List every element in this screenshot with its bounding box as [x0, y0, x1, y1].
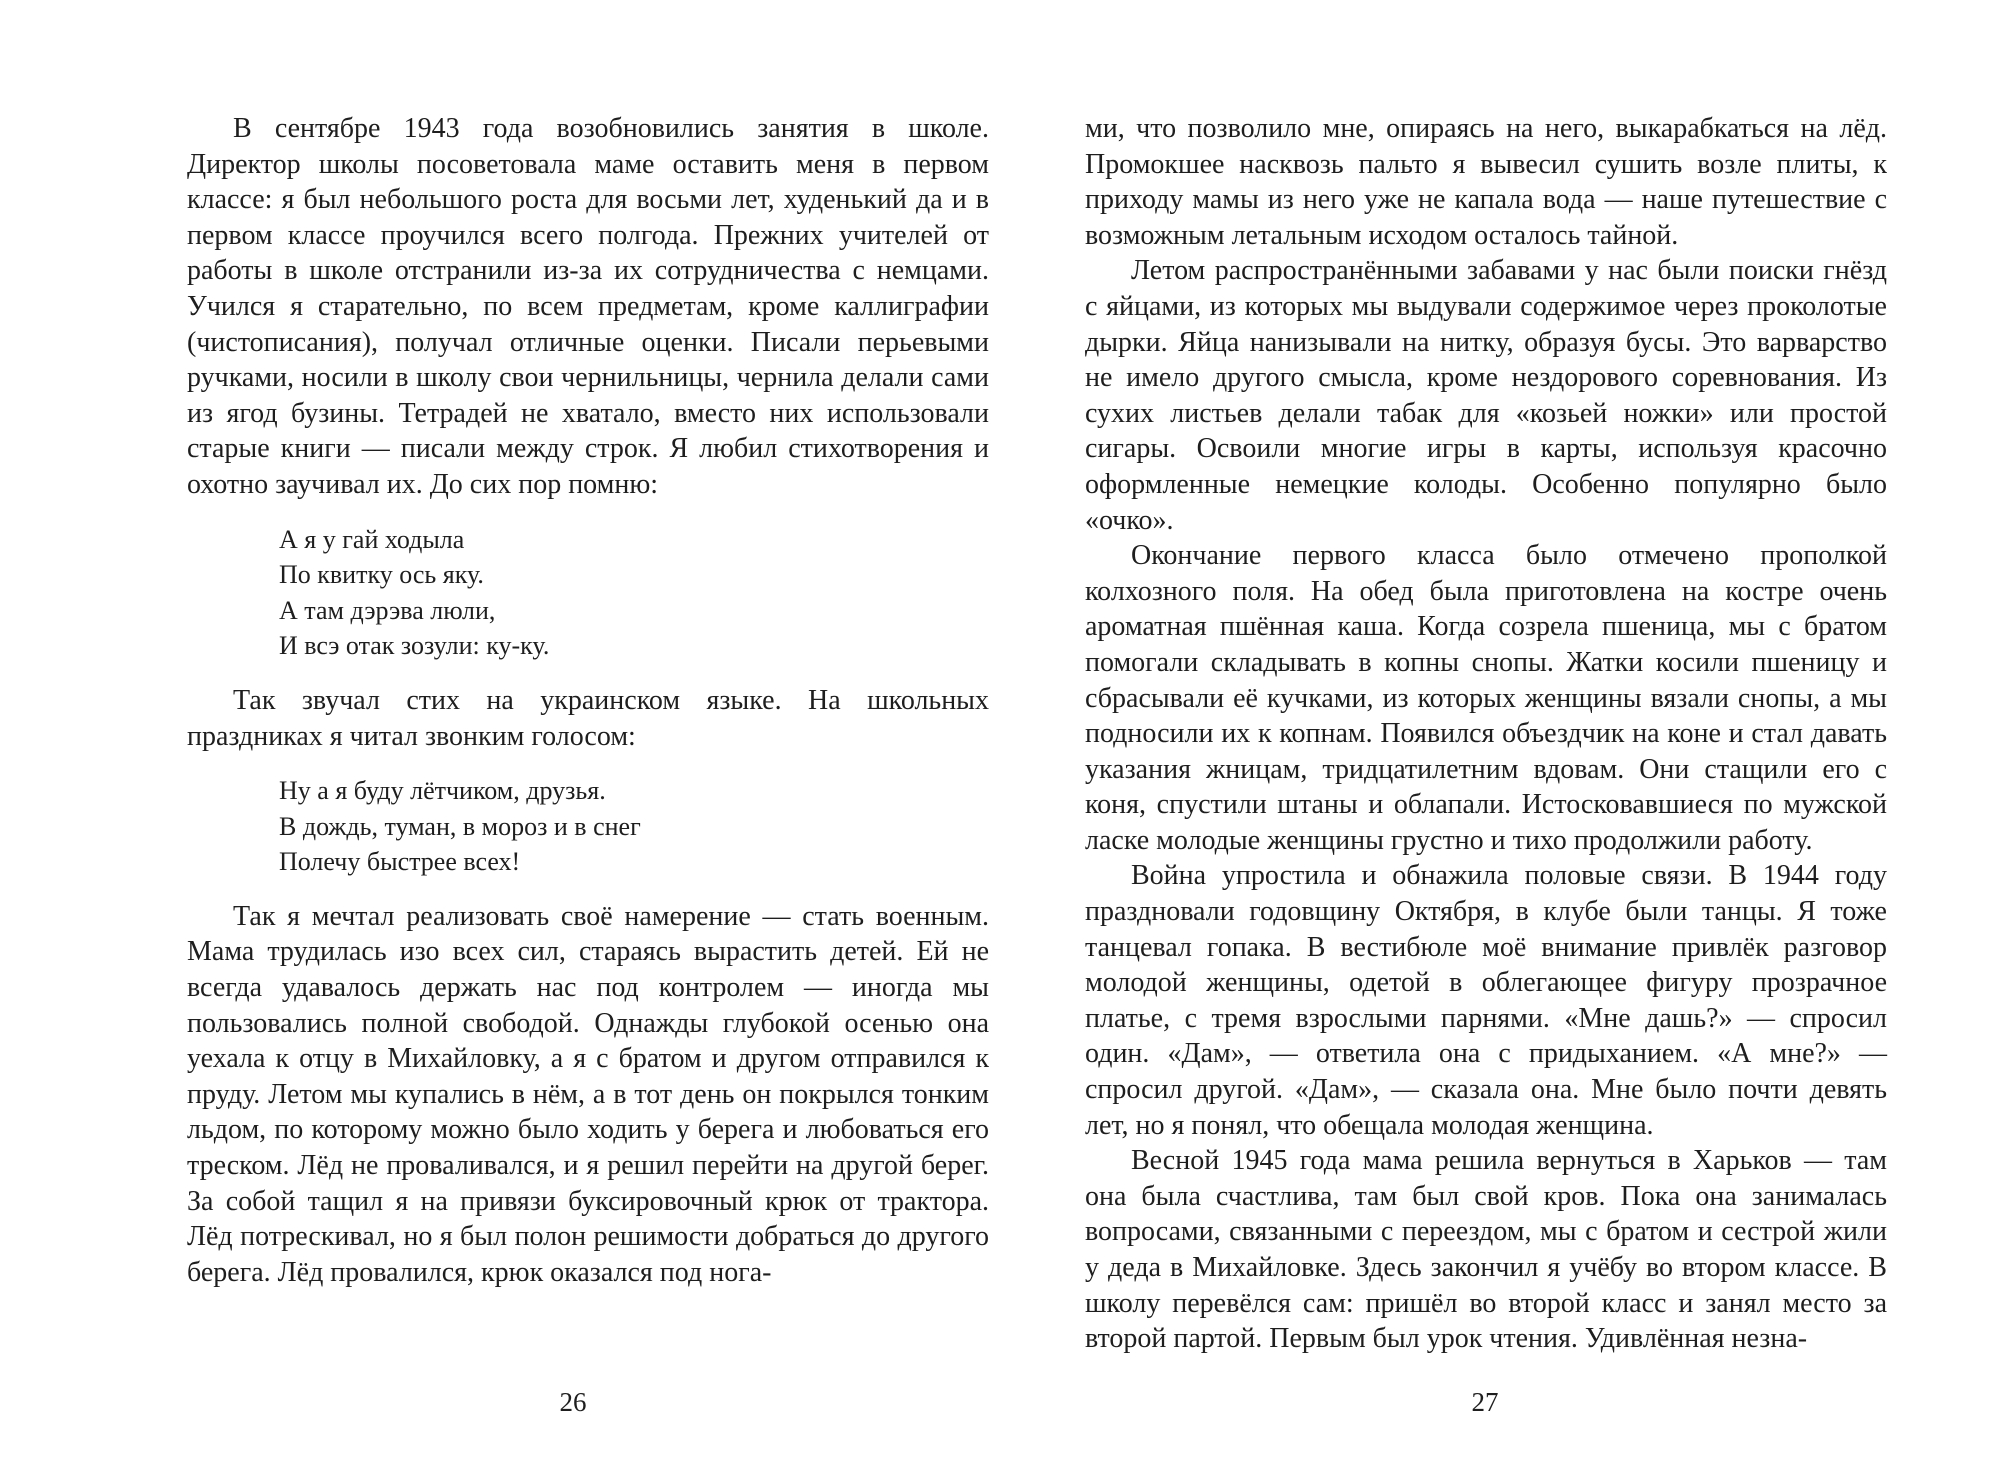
- right-page-text: [1085, 111, 1887, 1357]
- verse-line: А там дэрэва люли,: [279, 595, 496, 625]
- paragraph: Летом распространёнными забавами у нас были поиски гнёзд с яйцами, из которых мы выдували содержимое через проколотые дырки. Яйца нанизывали на нитку, образуя бусы. Это варварство не имело другого смысла, кроме нездорового соревнования. Из сухих листьев делали табак для «козьей ножки» или простой сигары. Освоили многие игры в карты, используя красочно оформленные немецкие колоды. Особенно популярно было «очко».: [1085, 255, 1887, 536]
- paragraph: Весной 1945 года мама решила вернуться в Харьков — там она была счастлива, там был свой кров. Пока она занималась вопросами, связанными с переездом, мы с братом и сестрой жили у деда в Михайловке. Здесь закончил я учёбу во втором классе. В школу перевёлся сам: пришёл во второй класс и занял место за второй партой. Первым был урок чтения. Удивлённая незна-: [1085, 1145, 1887, 1355]
- poem-ukrainian: [279, 522, 989, 664]
- paragraph: В сентябре 1943 года возобновились занятия в школе. Директор школы посоветовала маме оставить меня в первом классе: я был небольшого роста для восьми лет, худенький да и в первом классе проучился всего полгода. Прежних учителей от работы в школе отстранили из-за их сотрудничества с немцами. Учился я старательно, по всем предметам, кроме каллиграфии (чистописания), получал отличные оценки. Писали перьевыми ручками, носили в школу свои чернильницы, чернила делали сами из ягод бузины. Тетрадей не хватало, вместо них использовали старые книги — писали между строк. Я любил стихотворения и охотно заучивал их. До сих пор помню:: [187, 113, 989, 500]
- poem-pilot: [279, 773, 989, 880]
- right-page: [1000, 0, 2000, 1483]
- paragraph: Окончание первого класса было отмечено прополкой колхозного поля. На обед была приготовлена на костре очень ароматная пшённая каша. Когда созрела пшеница, мы с братом помогали складывать в копны снопы. Жатки косили пшеницу и сбрасывали её кучками, из которых женщины вязали снопы, а мы подносили их к копнам. Появился объездчик на коне и стал давать указания жницам, тридцатилетним вдовам. Они стащили его с коня, спустили штаны и облапали. Истосковавшиеся по мужской ласке молодые женщины грустно и тихо продолжили работу.: [1085, 540, 1887, 856]
- verse-line: В дождь, туман, в мороз и в снег: [279, 811, 641, 841]
- verse-line: И всэ отак зозули: ку-ку.: [279, 631, 550, 661]
- paragraph-continuation: ми, что позволило мне, опираясь на него, выкарабкаться на лёд. Промокшее насквозь пальто я вывесил сушить возле плиты, к приходу мамы из него уже не капала вода — наше путешествие с возможным летальным исходом осталось тайной.: [1085, 113, 1887, 251]
- paragraph: Война упростила и обнажила половые связи. В 1944 году праздновали годовщину Октября, в клубе были танцы. Я тоже танцевал гопака. В вестибюле моё внимание привлёк разговор молодой женщины, одетой в облегающее фигуру прозрачное платье, с тремя взрослыми парнями. «Мне дашь?» — спросил один. «Дам», — ответила она с придыханием. «А мне?» — спросил другой. «Дам», — сказала она. Мне было почти девять лет, но я понял, что обещала молодая женщина.: [1085, 860, 1887, 1141]
- verse-line: Ну а я буду лётчиком, друзья.: [279, 776, 606, 806]
- verse-line: А я у гай ходыла: [279, 524, 465, 554]
- page-number: 26: [559, 1387, 587, 1417]
- verse-line: По квитку ось яку.: [279, 560, 484, 590]
- paragraph: Так звучал стих на украинском языке. На школьных праздниках я читал звонким голосом:: [187, 684, 989, 752]
- paragraph: Так я мечтал реализовать своё намерение — стать военным. Мама трудилась изо всех сил, стараясь вырастить детей. Ей не всегда удавалось держать нас под контролем — иногда мы пользовались полной свободой. Однажды глубокой осенью она уехала к отцу в Михайловку, а я с братом и другом отправился к пруду. Летом мы купались в нём, а в тот день он покрылся тонким льдом, по которому можно было ходить у берега и любоваться его треском. Лёд не проваливался, и я решил перейти на другой берег. За собой тащил я на привязи буксировочный крюк от трактора. Лёд потрескивал, но я был полон решимости добраться до другого берега. Лёд провалился, крюк оказался под нога-: [187, 900, 989, 1288]
- left-page-text: [187, 111, 989, 1290]
- verse-line: Полечу быстрее всех!: [279, 847, 521, 877]
- page-number: 27: [1471, 1387, 1499, 1417]
